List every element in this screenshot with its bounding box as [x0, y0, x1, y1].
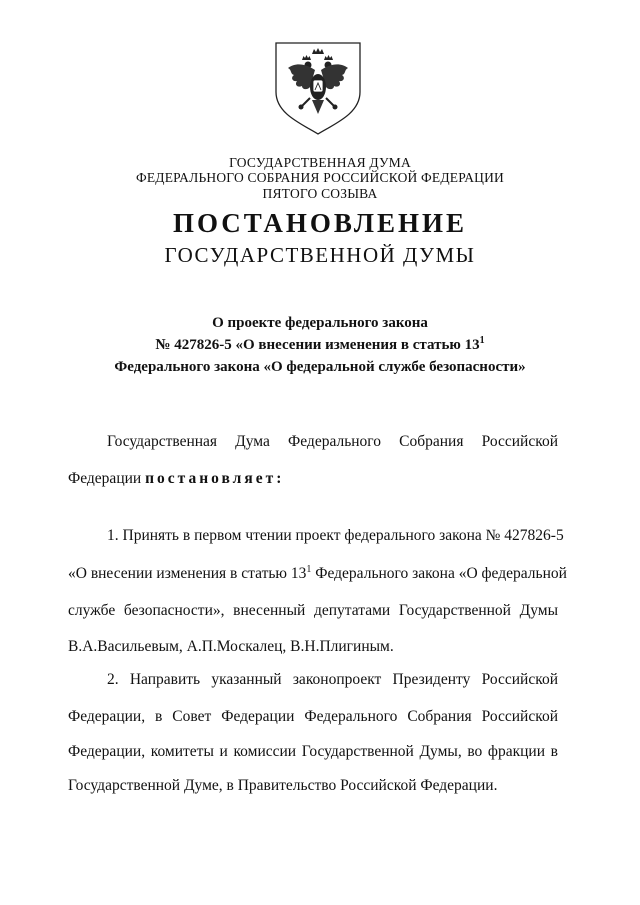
paragraph-2-line-4: Государственной Думе, в Правительство Российской Федерации. — [68, 777, 498, 794]
p1-line2-pre: «О внесении изменения в статью 13 — [68, 565, 307, 582]
paragraph-1-line-2 — [68, 563, 567, 583]
subject-superscript: 1 — [479, 335, 485, 346]
subject-line-2-text: № 427826-5 «О внесении изменения в статью 13 — [155, 337, 480, 353]
subject-line-3: Федерального закона «О федеральной службе безопасности» — [114, 359, 526, 375]
header-line-federal-assembly: ФЕДЕРАЛЬНОГО СОБРАНИЯ РОССИЙСКОЙ ФЕДЕРАЦИИ — [136, 170, 504, 185]
p1-superscript: 1 — [306, 563, 312, 575]
header-line-duma: ГОСУДАРСТВЕННАЯ ДУМА — [229, 155, 411, 170]
paragraph-1-line-4: В.А.Васильевым, А.П.Москалец, В.Н.Плигиным. — [68, 638, 394, 655]
intro-resolves: постановляет: — [145, 470, 285, 487]
paragraph-1-line-3: службе безопасности», внесенный депутатами Государственной Думы — [68, 602, 558, 619]
subject-line-1: О проекте федерального закона — [212, 315, 428, 331]
paragraph-1-line-1: 1. Принять в первом чтении проект федерального закона № 427826-5 — [107, 527, 564, 544]
intro-line-2 — [68, 470, 558, 488]
header-line-convocation: ПЯТОГО СОЗЫВА — [262, 186, 378, 201]
document-subtitle: ГОСУДАРСТВЕННОЙ ДУМЫ — [164, 243, 476, 267]
subject-line-2 — [0, 336, 640, 354]
paragraph-2-line-1: 2. Направить указанный законопроект Президенту Российской — [107, 671, 558, 688]
paragraph-2-line-2: Федерации, в Совет Федерации Федерального Собрания Российской — [68, 708, 558, 725]
coat-of-arms-emblem-icon — [272, 40, 364, 136]
document-title: ПОСТАНОВЛЕНИЕ — [172, 208, 468, 238]
intro-federation: Федерации — [68, 470, 146, 487]
p1-line2-post: Федерального закона «О федеральной — [311, 565, 567, 582]
paragraph-2-line-3: Федерации, комитеты и комиссии Государственной Думы, во фракции в — [68, 743, 558, 760]
intro-line-1: Государственная Дума Федерального Собрания Российской — [107, 433, 558, 450]
